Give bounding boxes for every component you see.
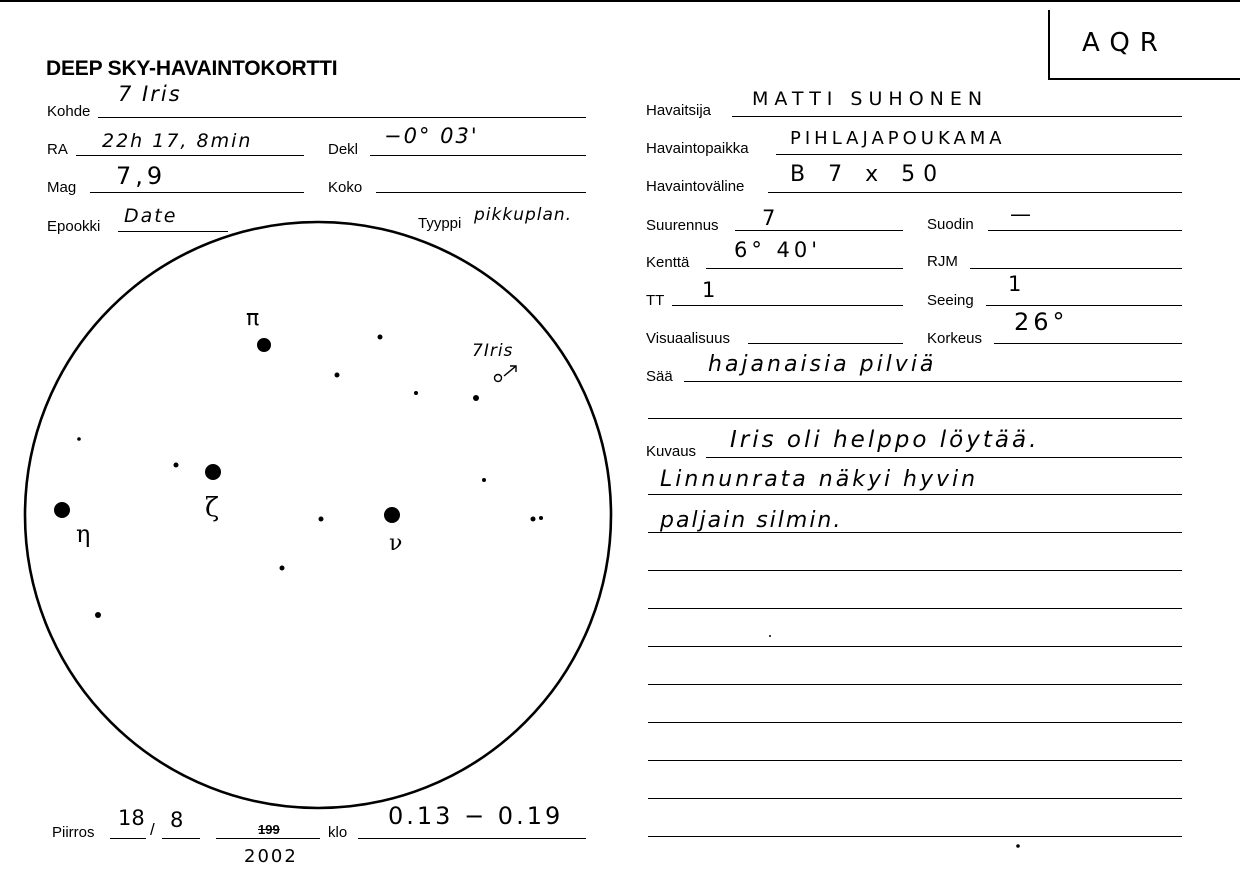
mag-label: Mag [47,179,77,196]
label-nu: ν [389,531,403,556]
label-pi: π [246,306,260,331]
dekl-label: Dekl [328,141,359,158]
korkeus-label: Korkeus [927,330,983,347]
star-small [414,391,418,395]
year-value[interactable]: 2002 [244,846,298,867]
star-small [482,478,486,482]
tt-value[interactable]: 1 [702,278,718,302]
star-small [280,566,285,571]
tt-label: TT [646,292,665,309]
ra-label: RA [47,141,68,158]
suodin-label: Suodin [927,216,974,233]
tyyppi-value[interactable]: pikkuplan. [474,205,573,225]
havaitsija-value[interactable]: MATTI SUHONEN [752,88,989,110]
havaintopaikka-label: Havaintopaikka [646,140,749,157]
kuvaus-text-2[interactable]: Linnunrata näkyi hyvin [660,467,979,492]
card-title: DEEP SKY-HAVAINTOKORTTI [46,57,338,80]
kuvaus-text-1[interactable]: Iris oli helppo löytää. [730,427,1040,453]
kohde-label: Kohde [47,103,91,120]
saa-value[interactable]: hajanaisia pilviä [708,352,937,377]
suurennus-label: Suurennus [646,217,719,234]
year-struck: 199 [258,822,280,837]
field-of-view-circle [25,222,611,808]
star-nu [384,507,400,523]
label-iris: 7Iris [472,341,514,361]
dekl-value[interactable]: −0° 03' [384,124,479,148]
epookki-value[interactable]: Date [124,205,178,227]
havaintopaikka-value[interactable]: PIHLAJAPOUKAMA [790,128,1006,149]
star-small [473,395,479,401]
koko-label: Koko [328,179,363,196]
iris-circle [495,375,502,382]
kuvaus-label: Kuvaus [646,443,697,460]
star-small [95,612,101,618]
klo-value[interactable]: 0.13 − 0.19 [388,802,564,830]
star-small [335,373,340,378]
ra-value[interactable]: 22h 17, 8min [102,130,253,152]
suurennus-value[interactable]: 7 [762,206,778,230]
seeing-value[interactable]: 1 [1008,272,1024,296]
iris-arrow [504,366,516,376]
corner-code: AQR [1082,28,1168,58]
kentta-label: Kenttä [646,254,690,271]
kohde-value[interactable]: 7 Iris [118,82,182,106]
label-zeta: ζ [205,493,220,523]
epookki-label: Epookki [47,218,101,235]
star-pi [257,338,271,352]
day-value[interactable]: 18 [118,806,145,830]
star-small [319,517,324,522]
star-zeta [205,464,221,480]
klo-label: klo [328,824,348,841]
star-small [539,516,543,520]
suodin-value[interactable]: — [1010,202,1033,226]
korkeus-value[interactable]: 26° [1014,308,1069,336]
label-eta: η [76,520,91,548]
havaintovaline-value[interactable]: B 7 x 50 [790,162,946,187]
tyyppi-label: Tyyppi [418,215,462,232]
mag-value[interactable]: 7,9 [116,162,167,190]
kentta-value[interactable]: 6° 40' [734,238,822,262]
month-value[interactable]: 8 [170,808,186,832]
star-small [378,335,383,340]
seeing-label: Seeing [927,292,974,309]
star-small [531,517,536,522]
havaitsija-label: Havaitsija [646,102,712,119]
piirros-label: Piirros [52,824,95,841]
kuvaus-text-3[interactable]: paljain silmin. [660,508,843,533]
havaintovaline-label: Havaintoväline [646,178,745,195]
saa-label: Sää [646,368,673,385]
visuaalisuus-label: Visuaalisuus [646,330,730,347]
star-small [174,463,179,468]
star-small [77,437,81,441]
rjm-label: RJM [927,253,958,270]
ink-dot [769,635,771,637]
ink-dot [1016,844,1020,848]
star-eta [54,502,70,518]
